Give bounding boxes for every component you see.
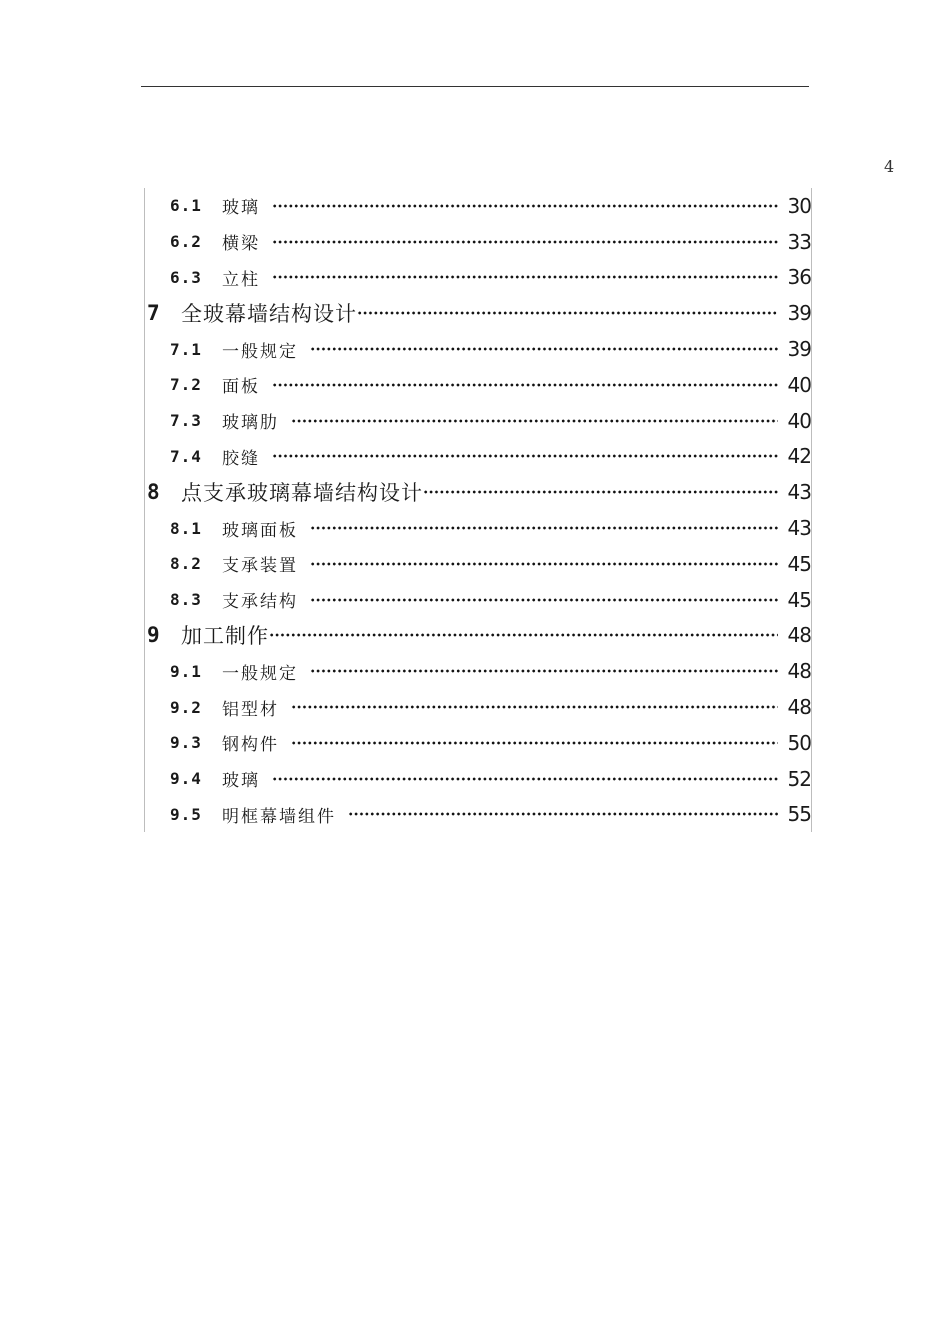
toc-entry-page: 52 bbox=[787, 766, 811, 791]
toc-entry[interactable] bbox=[145, 188, 811, 224]
toc-entry-number: 6.1 bbox=[170, 196, 202, 216]
dot-leader bbox=[291, 697, 778, 718]
toc-entry-page: 48 bbox=[787, 695, 811, 720]
toc-entry[interactable] bbox=[145, 439, 811, 475]
toc-entry-number: 8.3 bbox=[170, 590, 202, 610]
page-number: 4 bbox=[884, 157, 895, 176]
toc-entry-page: 40 bbox=[787, 408, 811, 433]
toc-entry-number: 7.4 bbox=[170, 446, 202, 466]
toc-entry[interactable] bbox=[145, 689, 811, 725]
toc-entry-title: 玻璃 bbox=[222, 198, 260, 219]
toc-entry-number: 8.2 bbox=[170, 554, 202, 574]
toc-entry-page: 43 bbox=[787, 516, 811, 541]
dot-leader bbox=[423, 482, 778, 503]
toc-entry[interactable] bbox=[145, 653, 811, 689]
toc-entry[interactable] bbox=[145, 367, 811, 403]
toc-entry-number: 7.2 bbox=[170, 375, 202, 395]
dot-leader bbox=[272, 374, 778, 395]
dot-leader bbox=[291, 410, 778, 431]
toc-entry-title: 胶缝 bbox=[222, 448, 260, 469]
toc-entry-title: 明框幕墙组件 bbox=[222, 806, 336, 827]
toc-entry-page: 42 bbox=[787, 444, 811, 469]
toc-chapter[interactable] bbox=[145, 295, 811, 331]
toc-entry-number: 6.3 bbox=[170, 267, 202, 287]
toc-entry-title: 面板 bbox=[222, 377, 260, 398]
toc-entry-title: 一般规定 bbox=[222, 663, 298, 684]
toc-entry-page: 45 bbox=[787, 551, 811, 576]
dot-leader bbox=[357, 303, 778, 324]
toc-entry[interactable] bbox=[145, 761, 811, 797]
toc-entry-number: 9.1 bbox=[170, 661, 202, 681]
toc-entry[interactable] bbox=[145, 224, 811, 260]
toc-entry-title: 钢构件 bbox=[222, 735, 279, 756]
toc-entry-number: 8.1 bbox=[170, 518, 202, 538]
toc-chapter-page: 48 bbox=[787, 623, 811, 648]
toc-entry-title: 玻璃 bbox=[222, 771, 260, 792]
toc-chapter-title: 全玻幕墙结构设计 bbox=[181, 302, 357, 327]
dot-leader bbox=[269, 625, 778, 646]
toc-chapter-number: 7 bbox=[147, 301, 160, 326]
toc-entry-title: 支承装置 bbox=[222, 556, 298, 577]
toc-chapter-title: 点支承玻璃幕墙结构设计 bbox=[181, 481, 423, 506]
toc-entry-title: 一般规定 bbox=[222, 341, 298, 362]
dot-leader bbox=[272, 446, 778, 467]
dot-leader bbox=[310, 339, 778, 360]
toc-chapter-number: 8 bbox=[147, 480, 160, 505]
toc-entry-page: 40 bbox=[787, 372, 811, 397]
toc-entry[interactable] bbox=[145, 797, 811, 833]
toc-entry[interactable] bbox=[145, 582, 811, 618]
toc-entry-title: 横梁 bbox=[222, 234, 260, 255]
toc-entry-title: 玻璃肋 bbox=[222, 413, 279, 434]
toc-entry-page: 55 bbox=[787, 802, 811, 827]
dot-leader bbox=[310, 589, 778, 610]
toc-chapter-page: 43 bbox=[787, 480, 811, 505]
toc-entry[interactable] bbox=[145, 331, 811, 367]
toc-entry-page: 50 bbox=[787, 730, 811, 755]
dot-leader bbox=[348, 804, 778, 825]
toc-entry-title: 立柱 bbox=[222, 269, 260, 290]
toc-entry[interactable] bbox=[145, 546, 811, 582]
toc-entry-title: 支承结构 bbox=[222, 592, 298, 613]
dot-leader bbox=[291, 732, 778, 753]
toc-entry[interactable] bbox=[145, 510, 811, 546]
dot-leader bbox=[272, 768, 778, 789]
toc-chapter[interactable] bbox=[145, 618, 811, 654]
toc-chapter-page: 39 bbox=[787, 301, 811, 326]
dot-leader bbox=[272, 195, 778, 216]
toc-entry-number: 9.5 bbox=[170, 804, 202, 824]
toc-entry-page: 30 bbox=[787, 193, 811, 218]
toc-entry[interactable] bbox=[145, 260, 811, 296]
toc-entry-page: 48 bbox=[787, 659, 811, 684]
toc-entry-page: 33 bbox=[787, 229, 811, 254]
toc-entry-number: 9.2 bbox=[170, 697, 202, 717]
toc-entry-page: 36 bbox=[787, 265, 811, 290]
toc-entry-number: 6.2 bbox=[170, 232, 202, 252]
dot-leader bbox=[310, 661, 778, 682]
toc-entry-title: 玻璃面板 bbox=[222, 520, 298, 541]
dot-leader bbox=[310, 518, 778, 539]
header-rule bbox=[141, 86, 809, 87]
toc-entry-page: 45 bbox=[787, 587, 811, 612]
dot-leader bbox=[272, 267, 778, 288]
toc-entry-title: 铝型材 bbox=[222, 699, 279, 720]
toc-entry-number: 9.4 bbox=[170, 769, 202, 789]
toc-entry[interactable] bbox=[145, 403, 811, 439]
toc-entry-page: 39 bbox=[787, 337, 811, 362]
toc-entry[interactable] bbox=[145, 725, 811, 761]
dot-leader bbox=[310, 553, 778, 574]
toc-chapter-title: 加工制作 bbox=[181, 624, 269, 649]
toc-entry-number: 7.3 bbox=[170, 411, 202, 431]
table-of-contents bbox=[144, 188, 812, 832]
toc-chapter[interactable] bbox=[145, 474, 811, 510]
toc-entry-number: 9.3 bbox=[170, 733, 202, 753]
toc-chapter-number: 9 bbox=[147, 623, 160, 648]
dot-leader bbox=[272, 231, 778, 252]
toc-entry-number: 7.1 bbox=[170, 339, 202, 359]
